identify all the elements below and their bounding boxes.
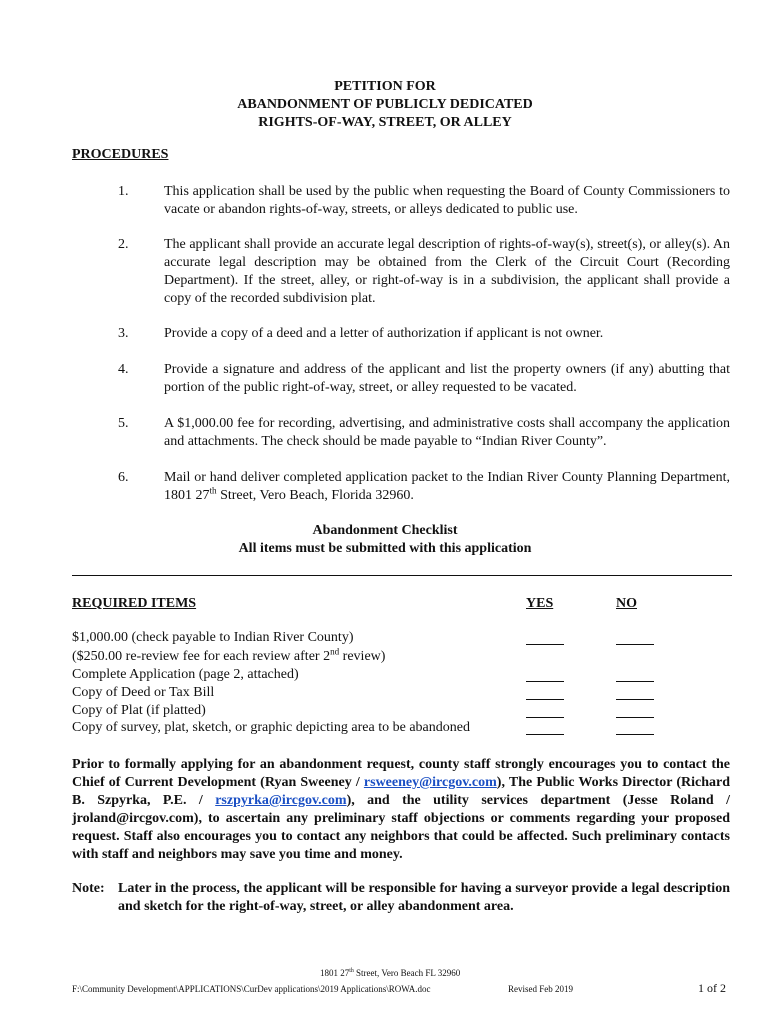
procedure-text-part: Mail or hand deliver completed application packet to the Indian River County Planning Department, 1801 27 <box>164 470 730 503</box>
checklist-subtitle: All items must be submitted with this application <box>238 541 532 556</box>
email-link-rsweeney[interactable]: rsweeney@ircgov.com <box>363 775 497 790</box>
staff-advice-paragraph <box>72 756 730 864</box>
yes-blank[interactable] <box>526 734 564 735</box>
yes-blank[interactable] <box>526 717 564 718</box>
advice-text: Prior to formally applying for an abandonment request, county staff strongly encourages you to contact the Chief of Current Development (Ryan Sweeney / <box>72 757 730 790</box>
ordinal-suffix: th <box>209 485 217 496</box>
ordinal-suffix: th <box>349 968 354 974</box>
advice-text: ), and the utility services department (Jesse Roland / jroland@ircgov.com), to ascertain any preliminary staff objections or comments regarding your proposed request. Staff also encourages you to contact any neighbors that could be affected. Such preliminary contacts with staff and neighbors may save you time and money. <box>72 793 730 862</box>
title-line-1: PETITION FOR <box>334 79 436 94</box>
checklist-row <box>72 630 732 648</box>
title-line-2: ABANDONMENT OF PUBLICLY DEDICATED <box>237 97 533 112</box>
checklist-row <box>72 685 732 703</box>
yes-blank[interactable] <box>526 699 564 700</box>
yes-blank[interactable] <box>526 681 564 682</box>
checklist-heading <box>0 522 770 558</box>
procedure-number: 3. <box>118 326 129 341</box>
yes-column-header: YES <box>526 596 554 611</box>
footer-address-part: Street, Vero Beach FL 32960 <box>353 968 461 978</box>
no-blank[interactable] <box>616 644 654 645</box>
note-text: Later in the process, the applicant will be responsible for having a surveyor provide a legal description and sketch for the right-of-way, street, or alley abandonment area. <box>118 881 730 914</box>
checklist-item-label: $1,000.00 (check payable to Indian River County) <box>72 630 354 645</box>
procedure-number: 2. <box>118 237 129 252</box>
advice-text: ), The Public Works Director (Richard B. Szpyrka, P.E. / <box>72 775 730 808</box>
ordinal-suffix: nd <box>330 646 340 657</box>
procedure-text <box>164 469 730 505</box>
footer-address-part: 1801 27 <box>320 968 350 978</box>
no-blank[interactable] <box>616 699 654 700</box>
procedures-heading: PROCEDURES <box>72 147 169 162</box>
checklist-item-label: Copy of Plat (if platted) <box>72 703 206 718</box>
checklist-row <box>72 703 732 721</box>
title-line-3: RIGHTS-OF-WAY, STREET, OR ALLEY <box>258 115 512 130</box>
procedure-text: The applicant shall provide an accurate legal description of rights-of-way(s), street(s), or alley(s). An accurate legal description may be obtained from the Clerk of the Circuit Court (Recording Department). If the street, alley, or right-of-way is in a subdivision, the applicant shall provide a copy of the recorded subdivision plat. <box>164 237 730 306</box>
procedure-number: 6. <box>118 470 129 485</box>
page-number: 1 of 2 <box>698 981 726 995</box>
footer-revised: Revised Feb 2019 <box>508 984 573 994</box>
checklist-item-label: Complete Application (page 2, attached) <box>72 667 299 682</box>
no-column-header: NO <box>616 596 637 611</box>
checklist-row <box>72 646 732 667</box>
horizontal-divider <box>72 575 732 576</box>
checklist-item-label: Copy of survey, plat, sketch, or graphic depicting area to be abandoned <box>72 720 470 735</box>
note-label: Note: <box>72 881 105 896</box>
checklist-item-label <box>72 646 386 665</box>
checklist-item-text: review) <box>339 649 386 664</box>
checklist-row <box>72 720 732 738</box>
document-title <box>0 78 770 132</box>
procedure-text: Provide a signature and address of the applicant and list the property owners (if any) abutting that portion of the public right-of-way, street, or alley requested to be vacated. <box>164 362 730 395</box>
checklist-row <box>72 667 732 685</box>
no-blank[interactable] <box>616 734 654 735</box>
checklist-item-text: ($250.00 re-review fee for each review after 2 <box>72 649 331 664</box>
required-items-header: REQUIRED ITEMS <box>72 596 197 611</box>
email-link-rszpyrka[interactable]: rszpyrka@ircgov.com <box>215 793 347 808</box>
footer-file-path: F:\Community Development\APPLICATIONS\CurDev applications\2019 Applications\ROWA.doc <box>72 984 431 994</box>
no-blank[interactable] <box>616 681 654 682</box>
procedure-text: Provide a copy of a deed and a letter of authorization if applicant is not owner. <box>164 326 604 341</box>
footer-address <box>320 968 460 978</box>
checklist-title: Abandonment Checklist <box>312 523 458 538</box>
procedure-text: A $1,000.00 fee for recording, advertising, and administrative costs shall accompany the application and attachments. The check should be made payable to “Indian River County”. <box>164 416 730 449</box>
checklist-item-label: Copy of Deed or Tax Bill <box>72 685 215 700</box>
procedure-text-part: Street, Vero Beach, Florida 32960. <box>216 488 414 503</box>
procedure-number: 4. <box>118 362 129 377</box>
procedure-text: This application shall be used by the public when requesting the Board of County Commissioners to vacate or abandon rights-of-way, streets, or alleys dedicated to public use. <box>164 184 730 217</box>
no-blank[interactable] <box>616 717 654 718</box>
procedure-number: 1. <box>118 184 129 199</box>
yes-blank[interactable] <box>526 644 564 645</box>
procedure-number: 5. <box>118 416 129 431</box>
